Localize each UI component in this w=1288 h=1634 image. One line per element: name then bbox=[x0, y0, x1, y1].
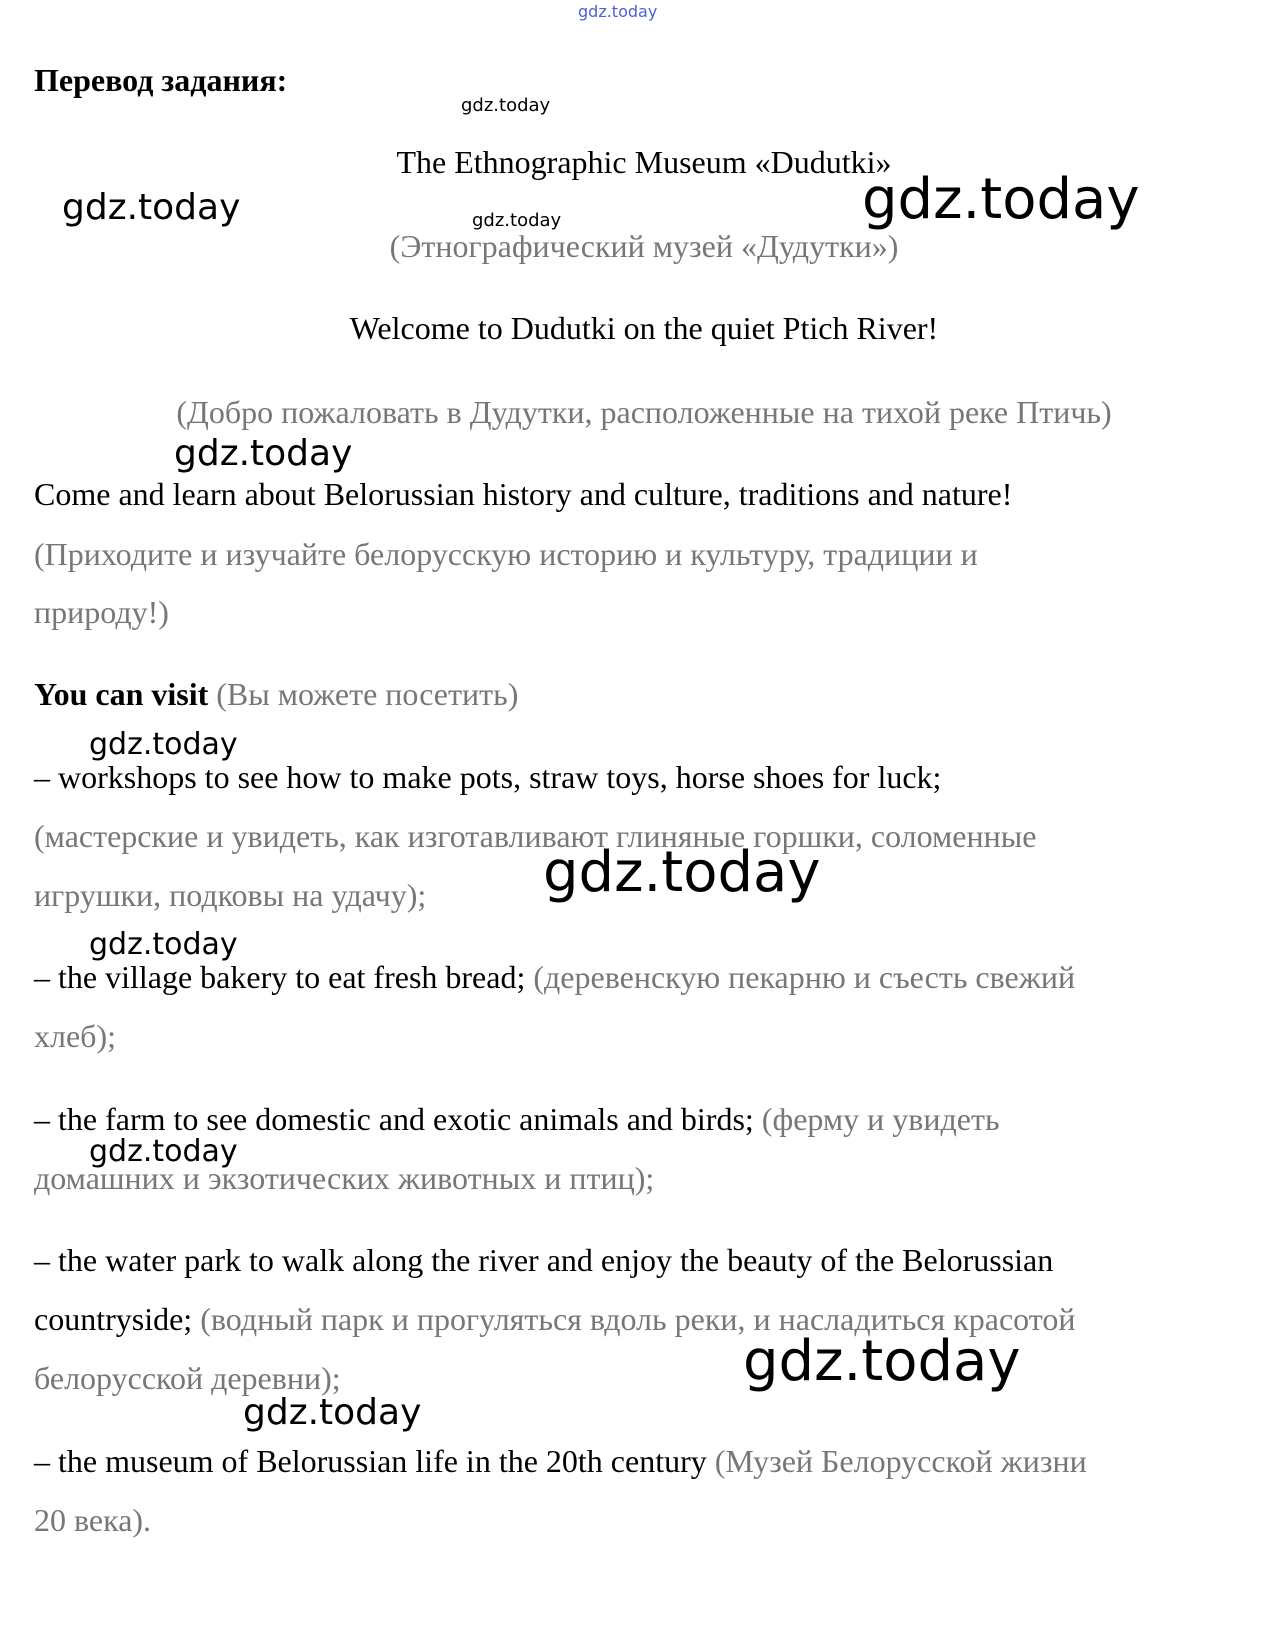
visit-english: You can visit bbox=[34, 676, 209, 712]
list-item-water-park-en2: countryside; bbox=[34, 1301, 193, 1337]
list-item-water-park-ru1: (водный парк и прогуляться вдоль реки, и насладиться красотой bbox=[200, 1301, 1076, 1337]
title-russian: (Этнографический музей «Дудутки») bbox=[389, 228, 899, 264]
list-item-workshops: – workshops to see how to make pots, straw toys, horse shoes for luck; bbox=[34, 759, 942, 795]
visit-russian: (Вы можете посетить) bbox=[216, 676, 519, 712]
list-item-bakery-ru2: хлеб); bbox=[34, 1018, 116, 1054]
intro-english: Come and learn about Belorussian history and culture, traditions and nature! bbox=[34, 476, 1013, 512]
intro-russian-line1: (Приходите и изучайте белорусскую историю и культуру, традиции и bbox=[34, 536, 978, 572]
visit-heading bbox=[34, 674, 1228, 714]
list-item-museum-ru2: 20 века). bbox=[34, 1502, 152, 1538]
watermark-logo: gdz.today bbox=[472, 210, 562, 231]
list-item-water-park-line2 bbox=[34, 1299, 1228, 1339]
list-item-museum-en: – the museum of Belorussian life in the 20th century bbox=[34, 1443, 707, 1479]
watermark-logo: gdz.today bbox=[578, 2, 658, 21]
page-heading: Перевод задания: bbox=[34, 62, 288, 98]
list-item-farm-ru2: домашних и экзотических животных и птиц); bbox=[34, 1160, 655, 1196]
intro-russian-line2: природу!) bbox=[34, 594, 169, 630]
list-item-museum-ru1: (Музей Белорусской жизни bbox=[714, 1443, 1087, 1479]
watermark-logo: gdz.today bbox=[543, 840, 821, 905]
list-item-workshops-ru1: (мастерские и увидеть, как изготавливают глиняные горшки, соломенные bbox=[34, 818, 1037, 854]
list-item-farm bbox=[34, 1099, 1228, 1139]
watermark-logo: gdz.today bbox=[89, 927, 238, 962]
watermark-logo: gdz.today bbox=[89, 727, 238, 762]
title-english: The Ethnographic Museum «Dudutki» bbox=[396, 144, 892, 180]
list-item-bakery-en: – the village bakery to eat fresh bread; bbox=[34, 959, 526, 995]
list-item-museum bbox=[34, 1441, 1228, 1481]
watermark-logo: gdz.today bbox=[743, 1329, 1021, 1394]
list-item-workshops-ru2: игрушки, подковы на удачу); bbox=[34, 877, 427, 913]
list-item-water-park: – the water park to walk along the river and enjoy the beauty of the Belorussian bbox=[34, 1242, 1054, 1278]
watermark-logo: gdz.today bbox=[461, 95, 551, 116]
list-item-bakery bbox=[34, 957, 1228, 997]
list-item-water-park-ru2: белорусской деревни); bbox=[34, 1360, 341, 1396]
list-item-bakery-ru1: (деревенскую пекарню и съесть свежий bbox=[533, 959, 1076, 995]
list-item-farm-ru1: (ферму и увидеть bbox=[761, 1101, 1000, 1137]
watermark-logo: gdz.today bbox=[62, 187, 241, 228]
welcome-russian: (Добро пожаловать в Дудутки, расположенные на тихой реке Птичь) bbox=[176, 394, 1112, 430]
watermark-logo: gdz.today bbox=[174, 433, 353, 474]
watermark-logo: gdz.today bbox=[243, 1392, 422, 1433]
welcome-english: Welcome to Dudutki on the quiet Ptich River! bbox=[349, 310, 939, 346]
list-item-farm-en: – the farm to see domestic and exotic animals and birds; bbox=[34, 1101, 754, 1137]
watermark-logo: gdz.today bbox=[862, 167, 1140, 232]
watermark-logo: gdz.today bbox=[89, 1134, 238, 1169]
